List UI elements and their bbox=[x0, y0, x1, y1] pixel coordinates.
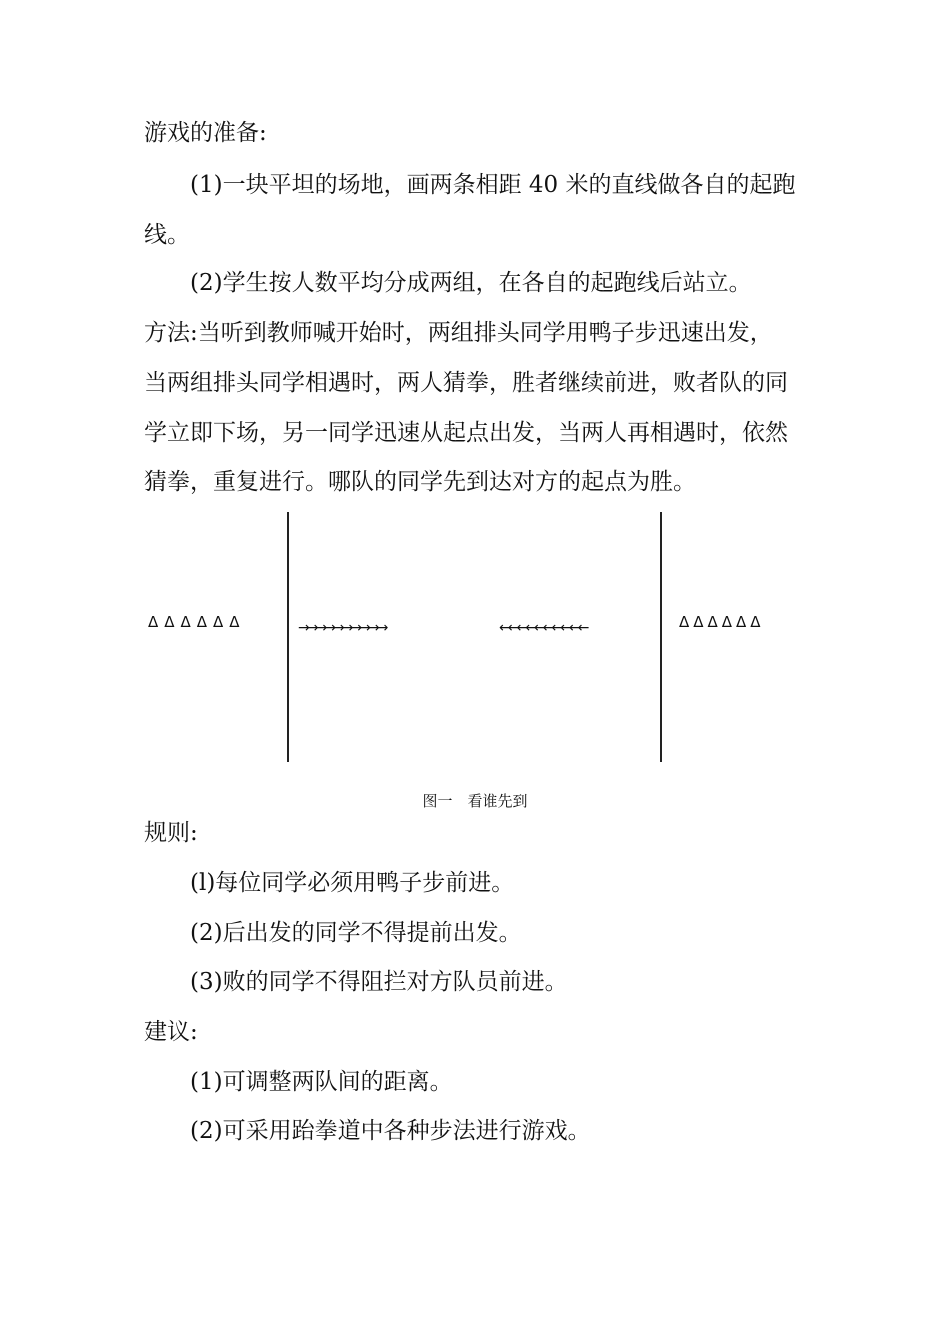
prep-item-1-line-1: (1)一块平坦的场地，画两条相距 40 米的直线做各自的起跑 bbox=[190, 172, 796, 198]
method-line-1: 方法:当听到教师喊开始时，两组排头同学用鸭子步迅速出发， bbox=[144, 320, 773, 346]
figure-caption: 图一 看谁先到 bbox=[422, 792, 528, 810]
prep-heading: 游戏的准备: bbox=[144, 120, 267, 146]
method-line-4: 猜拳，重复进行。哪队的同学先到达对方的起点为胜。 bbox=[144, 469, 696, 495]
rules-item-3: (3)败的同学不得阻拦对方队员前进。 bbox=[190, 969, 568, 995]
suggestions-heading: 建议: bbox=[144, 1019, 198, 1045]
rules-item-2: (2)后出发的同学不得提前出发。 bbox=[190, 920, 522, 946]
rules-item-1: (l)每位同学必须用鸭子步前进。 bbox=[190, 870, 515, 896]
right-team-arrows: ←←←←←←←←←← bbox=[499, 620, 587, 636]
left-start-line bbox=[287, 512, 289, 762]
suggestions-item-1: (1)可调整两队间的距离。 bbox=[190, 1069, 453, 1095]
left-team-arrows: →→→→→→→→→→ bbox=[298, 620, 386, 636]
method-line-3: 学立即下场，另一同学迅速从起点出发，当两人再相遇时，依然 bbox=[144, 420, 788, 446]
suggestions-item-2: (2)可采用跆拳道中各种步法进行游戏。 bbox=[190, 1118, 591, 1144]
right-team-markers: ΔΔΔΔΔΔ bbox=[679, 613, 765, 631]
method-line-2: 当两组排头同学相遇时，两人猜拳，胜者继续前进，败者队的同 bbox=[144, 370, 788, 396]
right-start-line bbox=[660, 512, 662, 762]
prep-item-2: (2)学生按人数平均分成两组，在各自的起跑线后站立。 bbox=[190, 270, 752, 296]
rules-heading: 规则: bbox=[144, 820, 198, 846]
left-team-markers: ΔΔΔΔΔΔ bbox=[148, 613, 246, 631]
prep-item-1-line-2: 线。 bbox=[144, 222, 190, 248]
